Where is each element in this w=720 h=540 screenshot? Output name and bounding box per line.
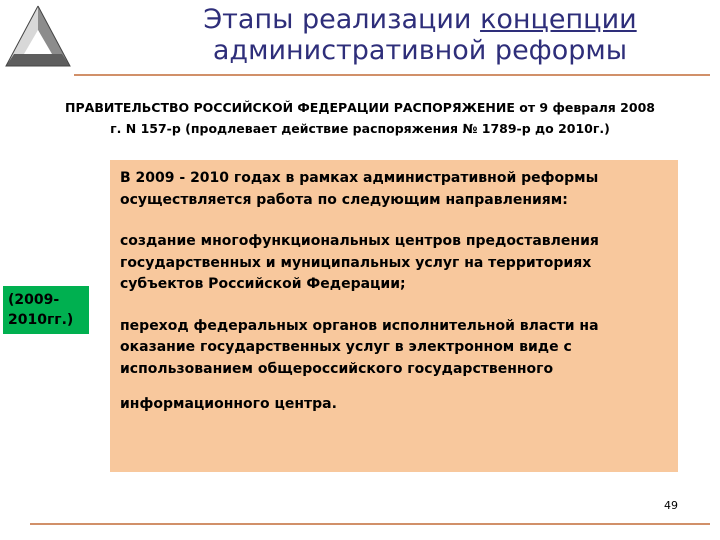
period-badge bbox=[3, 286, 89, 334]
title-line-1 bbox=[150, 4, 690, 35]
content-intro: В 2009 - 2010 годах в рамках административной реформы осуществляется работа по следующим направлениям: bbox=[120, 170, 599, 208]
period-line-1: (2009- bbox=[8, 292, 60, 308]
impossible-triangle-logo bbox=[4, 4, 72, 70]
decree-line-1: ПРАВИТЕЛЬСТВО РОССИЙСКОЙ ФЕДЕРАЦИИ РАСПОРЯЖЕНИЕ от 9 февраля 2008 bbox=[65, 100, 655, 115]
direction-item-1: создание многофункциональных центров предоставления государственных и муниципальных услуг на территориях субъектов Российской Федерации; bbox=[120, 233, 599, 292]
title-prefix: Этапы реализации bbox=[203, 4, 481, 35]
concept-link[interactable]: концепции bbox=[480, 4, 637, 35]
direction-item-2: переход федеральных органов исполнительной власти на оказание государственных услуг в электронном виде с использованием общероссийского государственного bbox=[120, 317, 599, 377]
period-line-2: 2010гг.) bbox=[8, 312, 74, 328]
decree-heading bbox=[16, 97, 704, 139]
direction-item-3: информационного центра. bbox=[120, 396, 337, 412]
slide-title bbox=[150, 4, 690, 66]
title-divider bbox=[74, 74, 710, 76]
content-box bbox=[110, 160, 678, 472]
page-number: 49 bbox=[664, 499, 678, 512]
title-line-2: административной реформы bbox=[212, 35, 628, 66]
decree-line-2: г. N 157-р (продлевает действие распоряжения № 1789-р до 2010г.) bbox=[110, 121, 610, 136]
footer-divider bbox=[30, 523, 710, 525]
